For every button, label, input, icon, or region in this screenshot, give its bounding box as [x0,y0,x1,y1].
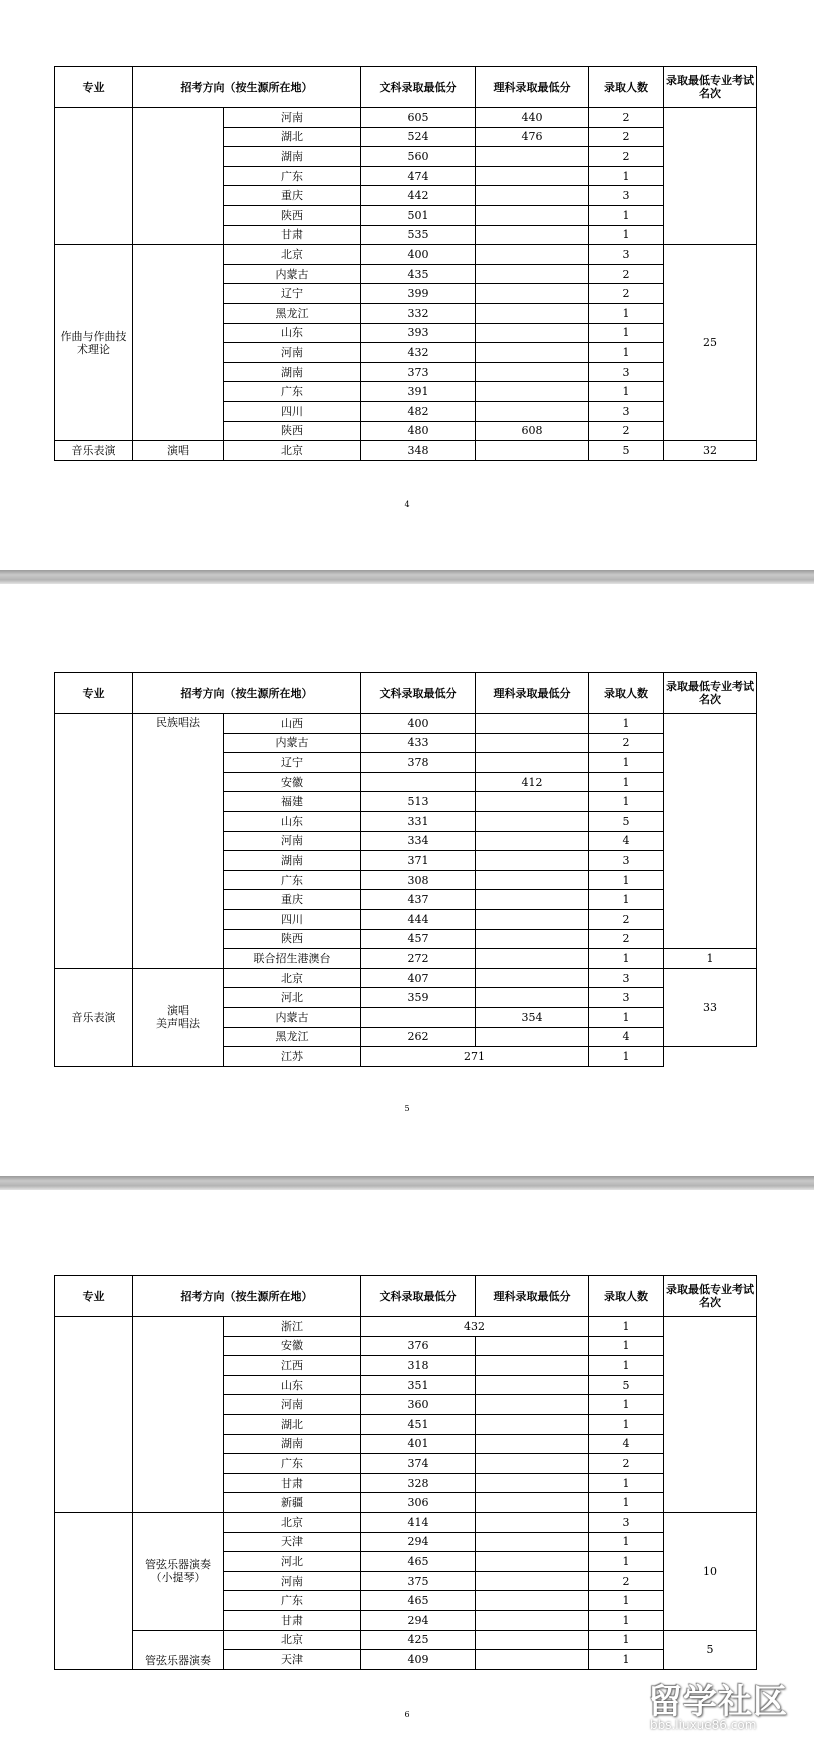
header-direction: 招考方向（按生源所在地） [133,67,361,108]
header-major: 专业 [55,67,133,108]
science-score-cell [476,1027,589,1047]
science-score-cell [476,1336,589,1356]
science-score-cell [476,792,589,812]
header-science-min-score: 理科录取最低分 [476,67,589,108]
direction-cell [133,1512,224,1630]
science-score-cell [476,1512,589,1532]
count-cell: 1 [589,949,664,969]
arts-score-cell: 351 [361,1375,476,1395]
science-score-cell [476,1414,589,1434]
arts-score-cell: 474 [361,166,476,186]
major-cell: 作曲与作曲技术理论 [55,245,133,441]
arts-score-cell: 409 [361,1650,476,1670]
arts-score-cell: 437 [361,890,476,910]
count-cell: 1 [589,225,664,245]
table-row [55,108,757,128]
count-cell: 1 [589,1336,664,1356]
province-cell: 辽宁 [224,284,361,304]
arts-score-cell: 524 [361,127,476,147]
count-cell: 4 [589,831,664,851]
province-cell: 甘肃 [224,225,361,245]
arts-score-cell: 480 [361,421,476,441]
table-header-row [55,67,757,108]
direction-line: 美声唱法 [156,1017,200,1031]
science-score-cell [476,1454,589,1474]
province-cell: 天津 [224,1532,361,1552]
header-major: 专业 [55,673,133,714]
province-cell: 北京 [224,441,361,461]
science-score-cell [476,1395,589,1415]
rank-cell [664,108,757,245]
table-header-row [55,1276,757,1317]
table-body [55,1317,757,1670]
count-cell: 4 [589,1434,664,1454]
arts-score-cell: 376 [361,1336,476,1356]
arts-score-cell: 400 [361,714,476,734]
table-row [55,441,757,461]
science-score-cell [476,1532,589,1552]
arts-score-cell: 414 [361,1512,476,1532]
count-cell: 2 [589,733,664,753]
count-cell: 1 [589,890,664,910]
rank-cell: 5 [664,1630,757,1669]
arts-score-cell: 442 [361,186,476,206]
count-cell: 5 [589,441,664,461]
province-cell: 陕西 [224,205,361,225]
arts-score-cell: 465 [361,1591,476,1611]
table-row [55,1630,757,1650]
header-direction: 招考方向（按生源所在地） [133,1276,361,1317]
count-cell: 1 [589,1650,664,1670]
admission-table-page-6 [54,1275,757,1670]
province-cell: 广东 [224,870,361,890]
direction-line: 管弦乐器演奏 [145,1558,211,1572]
arts-score-cell: 391 [361,382,476,402]
count-cell: 2 [589,127,664,147]
header-min-rank: 录取最低专业考试名次 [664,67,757,108]
province-cell: 河南 [224,1395,361,1415]
province-cell: 内蒙古 [224,1007,361,1027]
science-score-cell [476,245,589,265]
science-score-cell [476,909,589,929]
direction-cell: 管弦乐器演奏 [133,1630,224,1669]
arts-score-cell: 400 [361,245,476,265]
arts-score-cell: 294 [361,1610,476,1630]
count-cell: 1 [589,1395,664,1415]
table-row [55,714,757,734]
province-cell: 陕西 [224,929,361,949]
count-cell: 1 [589,1591,664,1611]
arts-score-cell: 318 [361,1356,476,1376]
province-cell: 江苏 [224,1047,361,1067]
science-score-cell: 476 [476,127,589,147]
table-row [55,968,757,988]
arts-score-cell: 331 [361,811,476,831]
arts-score-cell: 272 [361,949,476,969]
header-science-min-score: 理科录取最低分 [476,673,589,714]
province-cell: 北京 [224,1630,361,1650]
count-cell: 3 [589,245,664,265]
count-cell: 1 [589,1552,664,1572]
science-score-cell [476,929,589,949]
arts-score-cell: 348 [361,441,476,461]
province-cell: 北京 [224,1512,361,1532]
count-cell: 1 [589,792,664,812]
province-cell: 安徽 [224,1336,361,1356]
direction-line: （小提琴） [150,1571,206,1585]
science-score-cell [476,1610,589,1630]
arts-score-cell: 433 [361,733,476,753]
rank-cell [664,1047,757,1067]
arts-score-cell: 535 [361,225,476,245]
page-divider [0,1176,814,1190]
count-cell: 1 [589,382,664,402]
arts-score-cell: 360 [361,1395,476,1415]
count-cell: 1 [589,870,664,890]
arts-score-cell: 482 [361,401,476,421]
science-score-cell [476,1473,589,1493]
count-cell: 1 [589,1630,664,1650]
count-cell: 5 [589,1375,664,1395]
science-score-cell [476,1493,589,1513]
science-score-cell: 412 [476,772,589,792]
arts-score-cell: 432 [361,343,476,363]
province-cell: 河北 [224,1552,361,1572]
page-divider [0,570,814,584]
science-score-cell [476,1571,589,1591]
direction-cell: 民族唱法 [133,714,224,969]
count-cell: 2 [589,1571,664,1591]
count-cell: 1 [589,166,664,186]
science-score-cell [476,753,589,773]
count-cell: 3 [589,968,664,988]
arts-score-cell: 425 [361,1630,476,1650]
science-score-cell [476,147,589,167]
arts-score-cell: 399 [361,284,476,304]
province-cell: 山东 [224,1375,361,1395]
province-cell: 江西 [224,1356,361,1376]
major-cell: 音乐表演 [55,968,133,1066]
table-body [55,714,757,1067]
arts-score-cell: 605 [361,108,476,128]
science-score-cell [476,890,589,910]
count-cell: 1 [589,753,664,773]
major-cell [55,108,133,245]
arts-score-cell [361,772,476,792]
merged-score-cell: 432 [361,1317,589,1337]
province-cell: 广东 [224,1591,361,1611]
arts-score-cell: 451 [361,1414,476,1434]
arts-score-cell: 501 [361,205,476,225]
science-score-cell [476,284,589,304]
rank-cell: 32 [664,441,757,461]
province-cell: 湖北 [224,127,361,147]
count-cell: 1 [589,714,664,734]
province-cell: 甘肃 [224,1610,361,1630]
arts-score-cell: 374 [361,1454,476,1474]
header-min-rank: 录取最低专业考试名次 [664,1276,757,1317]
direction-line: 演唱 [167,1004,189,1018]
province-cell: 重庆 [224,890,361,910]
count-cell: 1 [589,1317,664,1337]
document-page-5 [0,584,814,1176]
count-cell: 2 [589,421,664,441]
science-score-cell [476,870,589,890]
science-score-cell [476,949,589,969]
header-arts-min-score: 文科录取最低分 [361,1276,476,1317]
province-cell: 河南 [224,343,361,363]
page-number: 4 [404,500,410,509]
arts-score-cell: 306 [361,1493,476,1513]
science-score-cell [476,831,589,851]
direction-cell [133,1317,224,1513]
province-cell: 广东 [224,1454,361,1474]
admission-table-page-4 [54,66,757,461]
arts-score-cell: 407 [361,968,476,988]
direction-cell [133,968,224,1066]
count-cell: 1 [589,1532,664,1552]
science-score-cell [476,1552,589,1572]
province-cell: 陕西 [224,421,361,441]
arts-score-cell: 294 [361,1532,476,1552]
direction-cell: 演唱 [133,441,224,461]
province-cell: 黑龙江 [224,1027,361,1047]
arts-score-cell: 401 [361,1434,476,1454]
header-min-rank: 录取最低专业考试名次 [664,673,757,714]
arts-score-cell: 560 [361,147,476,167]
count-cell: 1 [589,1610,664,1630]
province-cell: 湖南 [224,1434,361,1454]
science-score-cell [476,811,589,831]
admission-table-page-5 [54,672,757,1067]
province-cell: 天津 [224,1650,361,1670]
count-cell: 5 [589,811,664,831]
header-direction: 招考方向（按生源所在地） [133,673,361,714]
count-cell: 1 [589,303,664,323]
arts-score-cell: 378 [361,753,476,773]
count-cell: 1 [589,205,664,225]
science-score-cell [476,988,589,1008]
header-admitted-count: 录取人数 [589,1276,664,1317]
province-cell: 辽宁 [224,753,361,773]
province-cell: 内蒙古 [224,264,361,284]
province-cell: 新疆 [224,1493,361,1513]
province-cell: 北京 [224,245,361,265]
arts-score-cell: 444 [361,909,476,929]
arts-score-cell: 308 [361,870,476,890]
major-cell [55,714,133,969]
science-score-cell: 608 [476,421,589,441]
province-cell: 甘肃 [224,1473,361,1493]
province-cell: 山东 [224,323,361,343]
count-cell: 2 [589,264,664,284]
arts-score-cell: 328 [361,1473,476,1493]
province-cell: 湖南 [224,147,361,167]
count-cell: 3 [589,362,664,382]
science-score-cell [476,401,589,421]
province-cell: 四川 [224,909,361,929]
count-cell: 1 [589,323,664,343]
province-cell: 重庆 [224,186,361,206]
province-cell: 内蒙古 [224,733,361,753]
count-cell: 2 [589,284,664,304]
science-score-cell [476,968,589,988]
science-score-cell [476,225,589,245]
header-arts-min-score: 文科录取最低分 [361,67,476,108]
arts-score-cell: 373 [361,362,476,382]
science-score-cell [476,362,589,382]
arts-score-cell: 332 [361,303,476,323]
watermark-logo-text: 留学社区 [648,1682,788,1722]
province-cell: 广东 [224,382,361,402]
count-cell: 3 [589,988,664,1008]
province-cell: 联合招生港澳台 [224,949,361,969]
province-cell: 山东 [224,811,361,831]
province-cell: 河南 [224,108,361,128]
rank-cell [664,714,757,949]
count-cell: 1 [589,1414,664,1434]
province-cell: 山西 [224,714,361,734]
table-row [55,1512,757,1532]
arts-score-cell: 435 [361,264,476,284]
document-page-4 [0,0,814,570]
science-score-cell [476,382,589,402]
science-score-cell [476,205,589,225]
major-cell [55,1512,133,1669]
major-cell: 音乐表演 [55,441,133,461]
merged-score-cell: 271 [361,1047,589,1067]
header-arts-min-score: 文科录取最低分 [361,673,476,714]
arts-score-cell [361,1007,476,1027]
province-cell: 广东 [224,166,361,186]
province-cell: 浙江 [224,1317,361,1337]
province-cell: 湖北 [224,1414,361,1434]
arts-score-cell: 513 [361,792,476,812]
province-cell: 安徽 [224,772,361,792]
arts-score-cell: 359 [361,988,476,1008]
province-cell: 河南 [224,1571,361,1591]
rank-cell: 33 [664,968,757,1046]
document-page-6 [0,1190,814,1744]
science-score-cell [476,186,589,206]
province-cell: 河南 [224,831,361,851]
major-cell [55,1317,133,1513]
science-score-cell [476,1630,589,1650]
direction-cell [133,245,224,441]
arts-score-cell: 262 [361,1027,476,1047]
count-cell: 4 [589,1027,664,1047]
table-row [55,245,757,265]
count-cell: 2 [589,909,664,929]
science-score-cell [476,323,589,343]
province-cell: 黑龙江 [224,303,361,323]
arts-score-cell: 375 [361,1571,476,1591]
count-cell: 1 [589,1047,664,1067]
count-cell: 3 [589,1512,664,1532]
count-cell: 1 [589,1493,664,1513]
rank-cell [664,1317,757,1513]
count-cell: 1 [589,1356,664,1376]
science-score-cell [476,1434,589,1454]
province-cell: 湖南 [224,362,361,382]
header-science-min-score: 理科录取最低分 [476,1276,589,1317]
arts-score-cell: 371 [361,851,476,871]
science-score-cell [476,851,589,871]
rank-cell: 1 [664,949,757,969]
arts-score-cell: 393 [361,323,476,343]
province-cell: 河北 [224,988,361,1008]
count-cell: 3 [589,851,664,871]
count-cell: 2 [589,1454,664,1474]
arts-score-cell: 457 [361,929,476,949]
rank-cell: 10 [664,1512,757,1630]
arts-score-cell: 465 [361,1552,476,1572]
science-score-cell [476,1356,589,1376]
science-score-cell [476,733,589,753]
header-admitted-count: 录取人数 [589,67,664,108]
province-cell: 福建 [224,792,361,812]
science-score-cell [476,343,589,363]
count-cell: 2 [589,929,664,949]
count-cell: 1 [589,343,664,363]
page-number: 5 [404,1104,410,1113]
arts-score-cell: 334 [361,831,476,851]
science-score-cell [476,1650,589,1670]
science-score-cell: 440 [476,108,589,128]
science-score-cell: 354 [476,1007,589,1027]
science-score-cell [476,1375,589,1395]
table-header-row [55,673,757,714]
science-score-cell [476,441,589,461]
count-cell: 3 [589,401,664,421]
count-cell: 1 [589,1473,664,1493]
science-score-cell [476,264,589,284]
science-score-cell [476,1591,589,1611]
table-row [55,1317,757,1337]
science-score-cell [476,303,589,323]
science-score-cell [476,714,589,734]
count-cell: 1 [589,772,664,792]
page-number: 6 [404,1710,410,1719]
rank-cell: 25 [664,245,757,441]
header-admitted-count: 录取人数 [589,673,664,714]
count-cell: 1 [589,1007,664,1027]
direction-cell [133,108,224,245]
header-major: 专业 [55,1276,133,1317]
watermark-url: bbs.liuxue86.com [650,1718,757,1732]
count-cell: 2 [589,108,664,128]
science-score-cell [476,166,589,186]
table-body [55,108,757,461]
province-cell: 四川 [224,401,361,421]
count-cell: 3 [589,186,664,206]
province-cell: 北京 [224,968,361,988]
site-watermark [642,1674,814,1744]
province-cell: 湖南 [224,851,361,871]
count-cell: 2 [589,147,664,167]
